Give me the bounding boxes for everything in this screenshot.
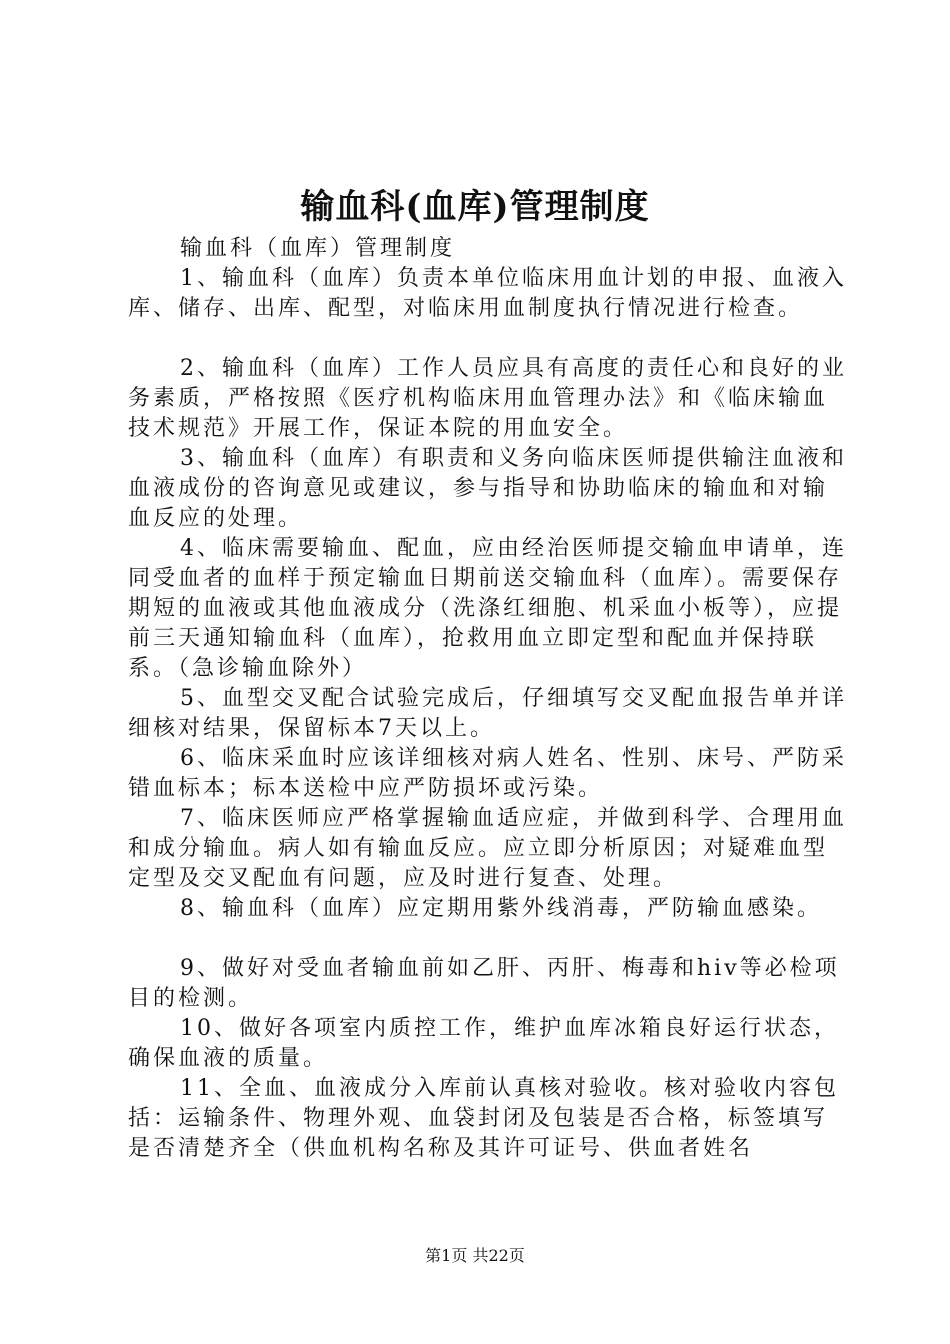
- paragraph-7: 7、临床医师应严格掌握输血适应症，并做到科学、合理用血和成分输血。病人如有输血反应。应立即分析原因；对疑难血型定型及交叉配血有问题，应及时进行复查、处理。: [128, 806, 847, 891]
- paragraph-9: 9、做好对受血者输血前如乙肝、丙肝、梅毒和hiv等必检项目的检测。: [128, 956, 840, 1011]
- paragraph-6: 6、临床采血时应该详细核对病人姓名、性别、床号、严防采错血标本；标本送检中应严防损坏或污染。: [128, 746, 847, 801]
- paragraph-3: 3、输血科（血库）有职责和义务向临床医师提供输注血液和血液成份的咨询意见或建议，参与指导和协助临床的输血和对输血反应的处理。: [128, 446, 847, 531]
- paragraph-2: 2、输血科（血库）工作人员应具有高度的责任心和良好的业务素质，严格按照《医疗机构临床用血管理办法》和《临床输血技术规范》开展工作，保证本院的用血安全。: [128, 356, 847, 441]
- paragraph-1: 1、输血科（血库）负责本单位临床用血计划的申报、血液入库、储存、出库、配型，对临床用血制度执行情况进行检查。: [128, 266, 847, 321]
- paragraph-5: 5、血型交叉配合试验完成后，仔细填写交叉配血报告单并详细核对结果，保留标本7天以上。: [128, 686, 847, 741]
- document-subtitle: 输血科（血库）管理制度: [180, 236, 456, 261]
- page-number: 第1页 共22页: [425, 1246, 525, 1265]
- paragraph-11: 11、全血、血液成分入库前认真核对验收。核对验收内容包括：运输条件、物理外观、血袋封闭及包装是否合格，标签填写是否清楚齐全（供血机构名称及其许可证号、供血者姓名: [128, 1076, 839, 1161]
- document-body: [128, 234, 848, 1164]
- paragraph-4: 4、临床需要输血、配血，应由经治医师提交输血申请单，连同受血者的血样于预定输血日期前送交输血科（血库）。需要保存期短的血液或其他血液成分（洗涤红细胞、机采血小板等），应提前三天通知输血科（血库），抢救用血立即定型和配血并保持联系。（急诊输血除外）: [128, 536, 847, 681]
- paragraph-8: 8、输血科（血库）应定期用紫外线消毒，严防输血感染。: [180, 896, 822, 921]
- page-title: 输血科(血库)管理制度: [300, 187, 650, 227]
- paragraph-10: 10、做好各项室内质控工作，维护血库冰箱良好运行状态，确保血液的质量。: [128, 1016, 839, 1071]
